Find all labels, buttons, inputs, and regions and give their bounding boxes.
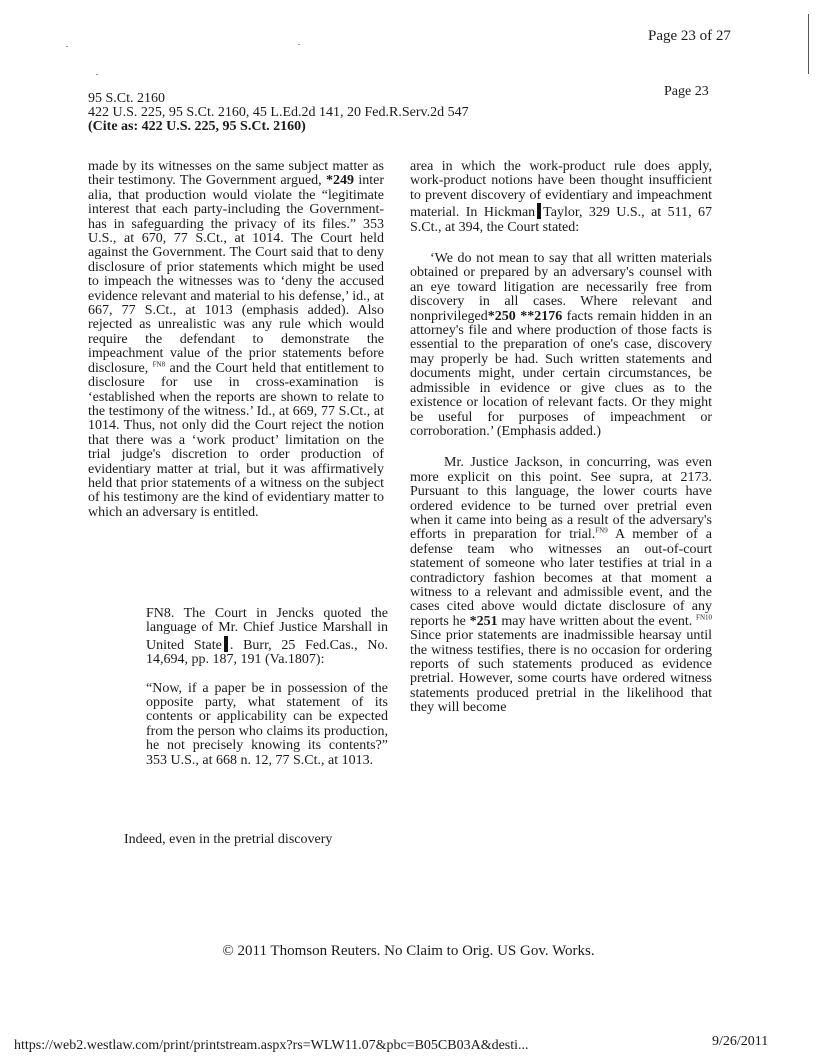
redaction-mark <box>537 203 541 219</box>
footnote-fn8 <box>146 607 388 768</box>
footnote-ref-fn10[interactable]: FN10 <box>696 613 712 622</box>
right-column <box>410 160 712 716</box>
left-paragraph: made by its witnesses on the same subject matter as their testimony. The Government argued, *249 inter alia, that production would violate the “legitimate interest that each party-including the Government-has in safeguarding the privacy of its files.” 353 U.S., at 670, 77 S.Ct., at 1014. The Court held against the Government. The Court said that to deny disclosure of prior statements which might be used to impeach the witnesses was to ‘deny the accused evidence relevant and material to his defense,’ id., at 667, 77 S.Ct., at 1013 (emphasis added). Also rejected as unrealistic was any rule which would require the defendant to demonstrate the impeachment value of the prior statements before disclosure, $^{FN8}$ and the Court held that entitlement to disclosure for use in cross-examination is ‘established when the reports are shown to relate to the testimony of the witness.’ Id., at 669, 77 S.Ct., at 1014. Thus, not only did the Court reject the notion that there was a ‘work product’ limitation on the trial judge's discretion to order production of evidentiary matter at trial, but it was affirmatively held that prior statements of a witness on the subject of his testimony are the kind of evidentiary matter to which an adversary is entitled. <box>88 159 385 520</box>
footnote-text: FN8. The Court in Jencks quoted the language of Mr. Chief Justice Marshall in United State . Burr, 25 Fed.Cas., No. 14,694, pp. 187, 191 (Va.1807): <box>146 606 388 668</box>
scan-speck <box>298 44 300 45</box>
star-page-249: *249 <box>326 173 355 189</box>
scan-speck <box>96 74 98 75</box>
margin-rule <box>808 14 809 74</box>
footnote-ref-fn9[interactable]: FN9 <box>595 526 608 535</box>
cite-reporter: 95 S.Ct. 2160 <box>88 91 166 106</box>
right-paragraph: area in which the work-product rule does apply, work-product notions have been thought insufficient to prevent discovery of evidentiary and impeachment material. In Hickman Taylor, 329 U.S., at 511, 67 S.Ct., at 394, the Court stated: <box>410 159 712 235</box>
print-date: 9/26/2011 <box>712 1034 769 1049</box>
cite-parallel: 422 U.S. 225, 95 S.Ct. 2160, 45 L.Ed.2d 141, 20 Fed.R.Serv.2d 547 <box>88 105 469 120</box>
star-page-250: *250 **2176 <box>487 308 563 324</box>
left-column <box>88 160 384 520</box>
star-page-251: *251 <box>469 613 498 629</box>
cite-as: (Cite as: 422 U.S. 225, 95 S.Ct. 2160) <box>88 119 306 134</box>
jackson-paragraph: Mr. Justice Jackson, in concurring, was even more explicit on this point. See supra, at 2173. Pursuant to this language, the lower courts have ordered evidence to be turned over pretrial even when it came into being as a result of the adversary's efforts in preparation for trial.$^{FN9}$ A member of a defense team who witnesses an out-of-court statement of someone who later testifies at trial in a contradictory fashion becomes at that moment a witness to a relevant and admissible event, and the cases cited above would dictate disclosure of any reports he *251 may have written about the event. $^{FN10}$ Since prior statements are inadmissible hearsay until the witness testifies, there is no occasion for ordering reports of such statements produced as evidence pretrial. However, some courts have ordered witness statements produced pretrial in the likelihood that they will become <box>410 455 712 716</box>
citation-header <box>88 92 469 134</box>
left-continuation: Indeed, even in the pretrial discovery <box>124 832 333 847</box>
print-url[interactable]: https://web2.westlaw.com/print/printstream.aspx?rs=WLW11.07&pbc=B05CB03A&desti... <box>14 1038 529 1053</box>
redaction-mark <box>224 636 228 652</box>
footnote-quote: “Now, if a paper be in possession of the opposite party, what statement of its contents or applicability can be expected from the person who claims its production, he not precisely knowing its contents?” 353 U.S., at 668 n. 12, 77 S.Ct., at 1013. <box>146 680 388 768</box>
page-count: Page 23 of 27 <box>648 28 731 44</box>
page-number: Page 23 <box>664 84 709 99</box>
copyright-footer: © 2011 Thomson Reuters. No Claim to Orig. US Gov. Works. <box>222 943 595 959</box>
footnote-ref-fn8[interactable]: FN8 <box>152 360 166 369</box>
scan-speck <box>66 46 68 47</box>
hickman-quote: ‘We do not mean to say that all written materials obtained or prepared by an adversary's counsel with an eye toward litigation are necessarily free from discovery in all cases. Where relevant and nonprivileged*250 **2176 facts remain hidden in an attorney's file and where production of those facts is essential to the preparation of one's case, discovery may properly be had. Such written statements and documents might, under certain circumstances, be admissible in evidence or give clues as to the existence or location of relevant facts. Or they might be useful for purposes of impeachment or corroboration.’ (Emphasis added.) <box>410 251 712 439</box>
